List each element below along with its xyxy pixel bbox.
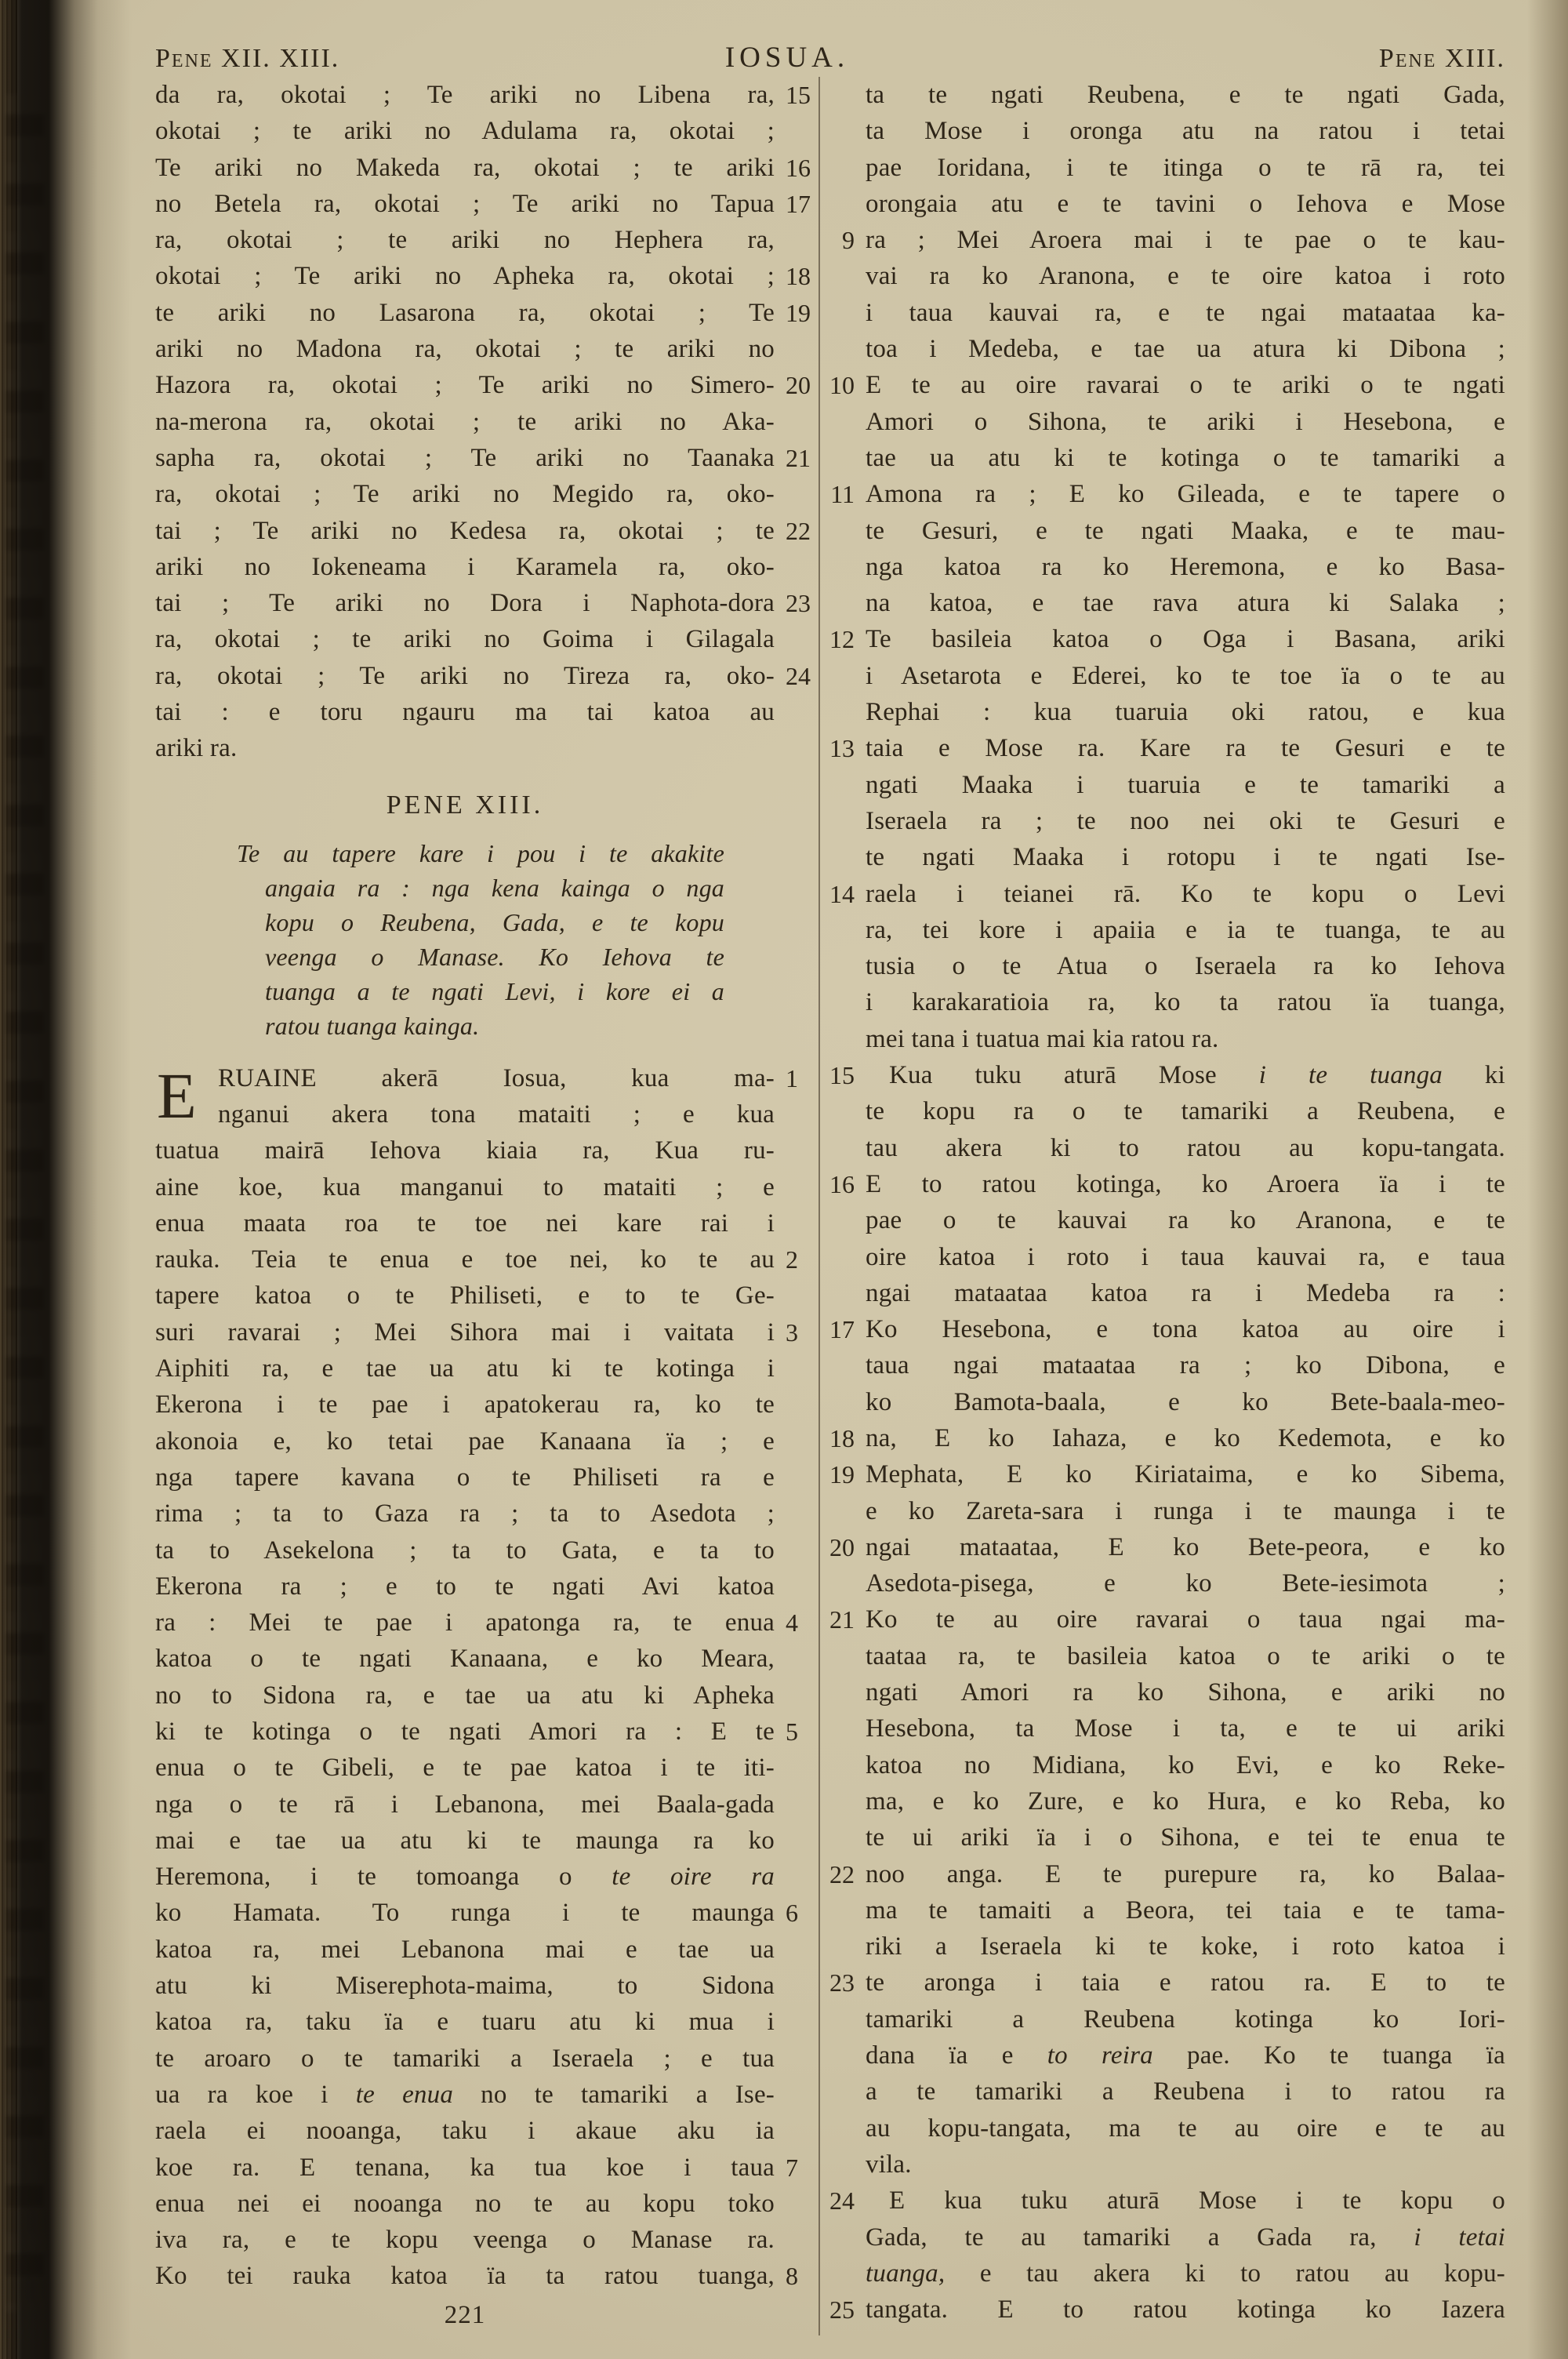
text-line: ki te kotinga o te ngati Amori ra : E te 5 — [155, 1714, 775, 1750]
page-right-edge — [1527, 0, 1568, 2359]
running-header-left: Pene XII. XIII. — [155, 44, 340, 73]
text-line: pae Ioridana, i te itinga o te rā ra, tei — [866, 153, 1505, 182]
text-line: Te basileia katoa o Oga i Basana, ariki 12 — [866, 621, 1505, 657]
text-line: mai e tae ua atu ki te maunga ra ko — [155, 1826, 775, 1855]
text-line: ma te tamaiti a Beora, tei taia e te tama- — [866, 1896, 1505, 1925]
text-line: i taua kauvai ra, e te ngai mataataa ka- — [866, 298, 1505, 327]
text-line: vila. — [866, 2150, 912, 2179]
text-line: orongaia atu e te tavini o Iehova e Mose — [866, 189, 1505, 218]
text-line: taua ngai mataataa ra ; ko Dibona, e — [866, 1351, 1505, 1380]
text-line: ma, e ko Zure, e ko Hura, e ko Reba, ko — [866, 1787, 1505, 1816]
text-line: au kopu-tangata, ma te au oire e te au — [866, 2114, 1505, 2143]
verse-number: 21 — [786, 443, 811, 472]
verse-number: 8 — [786, 2262, 798, 2291]
text-line: da ra, okotai ; Te ariki no Libena ra, 15 — [155, 77, 775, 113]
text-line: ra ; Mei Aroera mai i te pae o te kau- 9 — [866, 222, 1505, 258]
running-header-right: Pene XIII. — [1378, 44, 1505, 73]
verse-paragraph — [155, 77, 811, 767]
text-line: ua ra koe i te enua no te tamariki a Ise- — [155, 2080, 775, 2109]
text-line: angaia ra : nga kena kainga o nga — [265, 873, 724, 902]
text-line: sapha ra, okotai ; Te ariki no Taanaka 21 — [155, 440, 775, 476]
text-line: raela i teianei rā. Ko te kopu o Levi 14 — [866, 876, 1505, 912]
text-line: te kopu ra o te tamariki a Reubena, e — [866, 1097, 1505, 1126]
text-line: Aiphiti ra, e tae ua atu ki te kotinga i — [155, 1354, 775, 1383]
text-line: E kua tuku aturā Mose i te kopu o 24 — [866, 2183, 1505, 2219]
verse-number: 5 — [786, 1717, 798, 1746]
text-line: te ariki no Lasarona ra, okotai ; Te 19 — [155, 295, 775, 331]
text-line: nga katoa ra ko Heremona, e ko Basa- — [866, 552, 1505, 581]
text-line: Asedota-pisega, e ko Bete-iesimota ; — [866, 1569, 1505, 1598]
chapter-heading: PENE XIII. — [386, 790, 544, 820]
page-edge-stack — [0, 0, 17, 2359]
text-line: ariki no Iokeneama i Karamela ra, oko- — [155, 552, 775, 581]
text-line: Hesebona, ta Mose i ta, e te ui ariki — [866, 1714, 1505, 1743]
text-line: ta to Asekelona ; ta to Gata, e ta to — [155, 1536, 775, 1565]
text-line: tai : e toru ngauru ma tai katoa au — [155, 698, 775, 727]
text-line: ra : Mei te pae i apatonga ra, te enua 4 — [155, 1605, 775, 1641]
left-column — [155, 77, 811, 2335]
page-number: 221 — [444, 2301, 486, 2329]
text-line: ariki ra. — [155, 734, 238, 763]
text-line: ra, okotai ; Te ariki no Megido ra, oko- — [155, 480, 775, 509]
text-line: Te ariki no Makeda ra, okotai ; te ariki 16 — [155, 150, 775, 186]
text-line: Te au tapere kare i pou i te akakite — [237, 838, 724, 867]
book-spine-shadow — [0, 0, 133, 2359]
text-line: ngati Amori ra ko Sihona, e ariki no — [866, 1678, 1505, 1707]
verse-number: 23 — [829, 1968, 855, 1997]
text-line: katoa ra, taku ïa e tuaru atu ki mua i — [155, 2008, 775, 2037]
verse-number: 21 — [829, 1605, 855, 1634]
text-line: Ekerona i te pae i apatokerau ra, ko te — [155, 1390, 775, 1419]
text-line: tau akera ki to ratou au kopu-tangata. — [866, 1133, 1505, 1162]
text-line: tuanga a te ngati Levi, i kore ei a — [265, 976, 724, 1005]
text-line: iva ra, e te kopu veenga o Manase ra. — [155, 2226, 775, 2255]
text-line: no Betela ra, okotai ; Te ariki no Tapua 17 — [155, 186, 775, 222]
verse-number: 3 — [786, 1318, 798, 1347]
verse-paragraph — [829, 2183, 1505, 2328]
verse-number: 24 — [829, 2186, 855, 2215]
text-line: Ko te au oire ravarai o taua ngai ma- 21 — [866, 1601, 1505, 1637]
verse-number: 2 — [786, 1245, 798, 1274]
verse-number: 23 — [786, 589, 811, 618]
text-line: taia e Mose ra. Kare ra te Gesuri e te 13 — [866, 730, 1505, 766]
text-line: te ui ariki ïa i o Sihona, e tei te enua te — [866, 1823, 1505, 1852]
text-line: te ngati Maaka i rotopu i te ngati Ise- — [866, 843, 1505, 872]
text-line: nganui akera tona mataiti ; e kua — [218, 1100, 775, 1129]
text-line: E te au oire ravarai o te ariki o te ngati 10 — [866, 367, 1505, 403]
text-line: nga tapere kavana o te Philiseti ra e — [155, 1463, 775, 1492]
text-line: Hazora ra, okotai ; Te ariki no Simero- 20 — [155, 367, 775, 403]
text-line: ngati Maaka i tuaruia e te tamariki a — [866, 770, 1505, 799]
verse-number: 7 — [786, 2153, 798, 2182]
verse-number: 16 — [829, 1169, 855, 1198]
text-line: veenga o Manase. Ko Iehova te — [265, 942, 724, 971]
text-line: ra, okotai ; Te ariki no Tireza ra, oko- 24 — [155, 658, 775, 694]
text-line: ko Hamata. To runga i te maunga 6 — [155, 1895, 775, 1931]
text-line: E to ratou kotinga, ko Aroera ïa i te 16 — [866, 1166, 1505, 1202]
text-line: Mephata, E ko Kiriataima, e ko Sibema, 19 — [866, 1456, 1505, 1492]
text-line: taataa ra, te basileia katoa o te ariki o te — [866, 1641, 1505, 1670]
running-header — [155, 41, 1505, 75]
text-line: katoa o te ngati Kanaana, e ko Meara, — [155, 1645, 775, 1674]
text-line: Rephai : kua tuaruia oki ratou, e kua — [866, 698, 1505, 727]
verse-number: 15 — [786, 81, 811, 109]
text-line: ra, okotai ; te ariki no Hephera ra, — [155, 226, 775, 255]
text-line: ta Mose i oronga atu na ratou i tetai — [866, 117, 1505, 146]
verse-number: 17 — [786, 189, 811, 218]
text-line: katoa ra, mei Lebanona mai e tae ua — [155, 1935, 775, 1964]
text-line: riki a Iseraela ki te koke, i roto katoa i — [866, 1932, 1505, 1961]
verse-number: 9 — [842, 226, 855, 255]
verse-number: 15 — [829, 1061, 855, 1090]
text-line: Ko Hesebona, e tona katoa au oire i 17 — [866, 1311, 1505, 1347]
text-line: na, E ko Iahaza, e ko Kedemota, e ko 18 — [866, 1420, 1505, 1456]
text-line: Amona ra ; E ko Gileada, e te tapere o 11 — [866, 476, 1505, 512]
text-line: tae ua atu ki te kotinga o te tamariki a — [866, 443, 1505, 472]
text-line: noo anga. E te purepure ra, ko Balaa- 22 — [866, 1856, 1505, 1892]
text-line: Ekerona ra ; e to te ngati Avi katoa — [155, 1572, 775, 1601]
column-divider — [818, 77, 820, 2335]
text-line: e ko Zareta-sara i runga i te maunga i te — [866, 1496, 1505, 1525]
text-line: mei tana i tuatua mai kia ratou ra. — [866, 1024, 1219, 1053]
verse-number: 6 — [786, 1899, 798, 1928]
text-line: te Gesuri, e te ngati Maaka, e te mau- — [866, 516, 1505, 545]
text-line: kopu o Reubena, Gada, e te kopu — [265, 907, 724, 936]
text-line: te aronga i taia e ratou ra. E to te 23 — [866, 1965, 1505, 2001]
text-line: okotai ; Te ariki no Apheka ra, okotai ; 18 — [155, 258, 775, 294]
text-line: toa i Medeba, e tae ua atura ki Dibona ; — [866, 335, 1505, 364]
text-line: Ko tei rauka katoa ïa ta ratou tuanga, 8 — [155, 2258, 775, 2294]
text-line: aine koe, kua manganui to mataiti ; e — [155, 1172, 775, 1201]
verse-number: 18 — [829, 1423, 855, 1452]
text-line: i Asetarota e Ederei, ko te toe ïa o te au — [866, 661, 1505, 690]
verse-paragraph — [829, 1057, 1505, 2183]
text-line: tapere katoa o te Philiseti, e to te Ge- — [155, 1281, 775, 1310]
text-line: pae o te kauvai ra ko Aranona, e te — [866, 1206, 1505, 1235]
book-title: IOSUA. — [724, 42, 850, 74]
verse-paragraph — [829, 77, 1505, 1057]
text-line: ra, okotai ; te ariki no Goima i Gilagala — [155, 625, 775, 654]
verse-number: 13 — [829, 734, 855, 763]
verse-number: 1 — [786, 1063, 798, 1092]
text-line: Heremona, i te tomoanga o te oire ra — [155, 1863, 775, 1892]
verse-number: 10 — [829, 371, 855, 400]
text-line: ngai mataataa katoa ra i Medeba ra : — [866, 1278, 1505, 1307]
text-line: tangata. E to ratou kotinga ko Iazera 25 — [866, 2292, 1505, 2328]
text-line: tusia o te Atua o Iseraela ra ko Iehova — [866, 952, 1505, 981]
text-line: tamariki a Reubena kotinga ko Iori- — [866, 2005, 1505, 2034]
text-line: katoa no Midiana, ko Evi, e ko Reke- — [866, 1750, 1505, 1779]
verse-number: 22 — [829, 1859, 855, 1888]
text-line: Kua tuku aturā Mose i te tuanga ki 15 — [866, 1057, 1505, 1093]
verse-number: 18 — [786, 262, 811, 291]
text-line: Amori o Sihona, te ariki i Hesebona, e — [866, 407, 1505, 436]
drop-cap: E — [157, 1059, 197, 1132]
verse-number: 12 — [829, 625, 855, 654]
text-line: te aroaro o te tamariki a Iseraela ; e tua — [155, 2044, 775, 2073]
text-line: ta te ngati Reubena, e te ngati Gada, — [866, 81, 1505, 109]
verse-number: 14 — [829, 879, 855, 908]
verse-number: 16 — [786, 153, 811, 182]
text-line: rima ; ta to Gaza ra ; ta to Asedota ; — [155, 1499, 775, 1528]
text-line: Iseraela ra ; te noo nei oki te Gesuri e — [866, 806, 1505, 835]
verse-paragraph — [155, 1059, 798, 2295]
text-line: tai ; Te ariki no Dora i Naphota-dora 23 — [155, 585, 775, 621]
text-line: tai ; Te ariki no Kedesa ra, okotai ; te 22 — [155, 513, 775, 549]
text-columns — [155, 77, 1505, 2335]
text-line: enua maata roa te toe nei kare rai i — [155, 1209, 775, 1238]
text-line: nga o te rā i Lebanona, mei Baala-gada — [155, 1790, 775, 1819]
text-line: akonoia e, ko tetai pae Kanaana ïa ; e — [155, 1427, 775, 1456]
text-line: ra, tei kore i apaiia e ia te tuanga, te au — [866, 915, 1505, 944]
text-line: enua o te Gibeli, e te pae katoa i te iti- — [155, 1754, 775, 1783]
verse-number: 25 — [829, 2295, 855, 2324]
text-line: a te tamariki a Reubena i to ratou ra — [866, 2077, 1505, 2106]
text-line: ngai mataataa, E ko Bete-peora, e ko 20 — [866, 1529, 1505, 1565]
text-line: vai ra ko Aranona, e te oire katoa i roto — [866, 262, 1505, 291]
right-column — [829, 77, 1505, 2335]
text-line: raela ei nooanga, taku i akaue aku ia — [155, 2117, 775, 2146]
text-line: Gada, te au tamariki a Gada ra, i tetai — [866, 2223, 1505, 2252]
text-line: RUAINE akerā Iosua, kua ma- 1 — [155, 1060, 775, 1096]
verse-number: 20 — [829, 1532, 855, 1561]
text-line: atu ki Miserephota-maima, to Sidona — [155, 1972, 775, 2001]
text-line: oire katoa i roto i taua kauvai ra, e taua — [866, 1242, 1505, 1271]
verse-number: 22 — [786, 516, 811, 545]
text-line: ko Bamota-baala, e ko Bete-baala-meo- — [866, 1387, 1505, 1416]
verse-number: 17 — [829, 1315, 855, 1344]
text-line: enua nei ei nooanga no te au kopu toko — [155, 2189, 775, 2218]
verse-number: 19 — [829, 1460, 855, 1489]
text-line: okotai ; te ariki no Adulama ra, okotai ; — [155, 117, 775, 146]
text-line: na katoa, e tae rava atura ki Salaka ; — [866, 589, 1505, 618]
chapter-summary — [237, 836, 724, 1043]
verse-number: 19 — [786, 298, 811, 327]
verse-number: 20 — [786, 371, 811, 400]
verse-number: 4 — [786, 1608, 798, 1637]
text-line: koe ra. E tenana, ka tua koe i taua 7 — [155, 2150, 775, 2186]
text-line: tuanga, e tau akera ki to ratou au kopu- — [866, 2259, 1505, 2288]
text-line: ariki no Madona ra, okotai ; te ariki no — [155, 335, 775, 364]
text-line: suri ravarai ; Mei Sihora mai i vaitata i 3 — [155, 1314, 775, 1350]
text-line: tuatua mairā Iehova kiaia ra, Kua ru- — [155, 1136, 775, 1165]
text-line: no to Sidona ra, e tae ua atu ki Apheka — [155, 1681, 775, 1710]
verse-number: 24 — [786, 661, 811, 690]
text-line: dana ïa e to reira pae. Ko te tuanga ïa — [866, 2041, 1505, 2070]
text-line: rauka. Teia te enua e toe nei, ko te au 2 — [155, 1241, 775, 1278]
text-line: i karakaratioia ra, ko ta ratou ïa tuanga, — [866, 988, 1505, 1017]
verse-number: 11 — [830, 480, 855, 509]
text-line: ratou tuanga kainga. — [265, 1011, 480, 1040]
text-line: na-merona ra, okotai ; te ariki no Aka- — [155, 407, 775, 436]
